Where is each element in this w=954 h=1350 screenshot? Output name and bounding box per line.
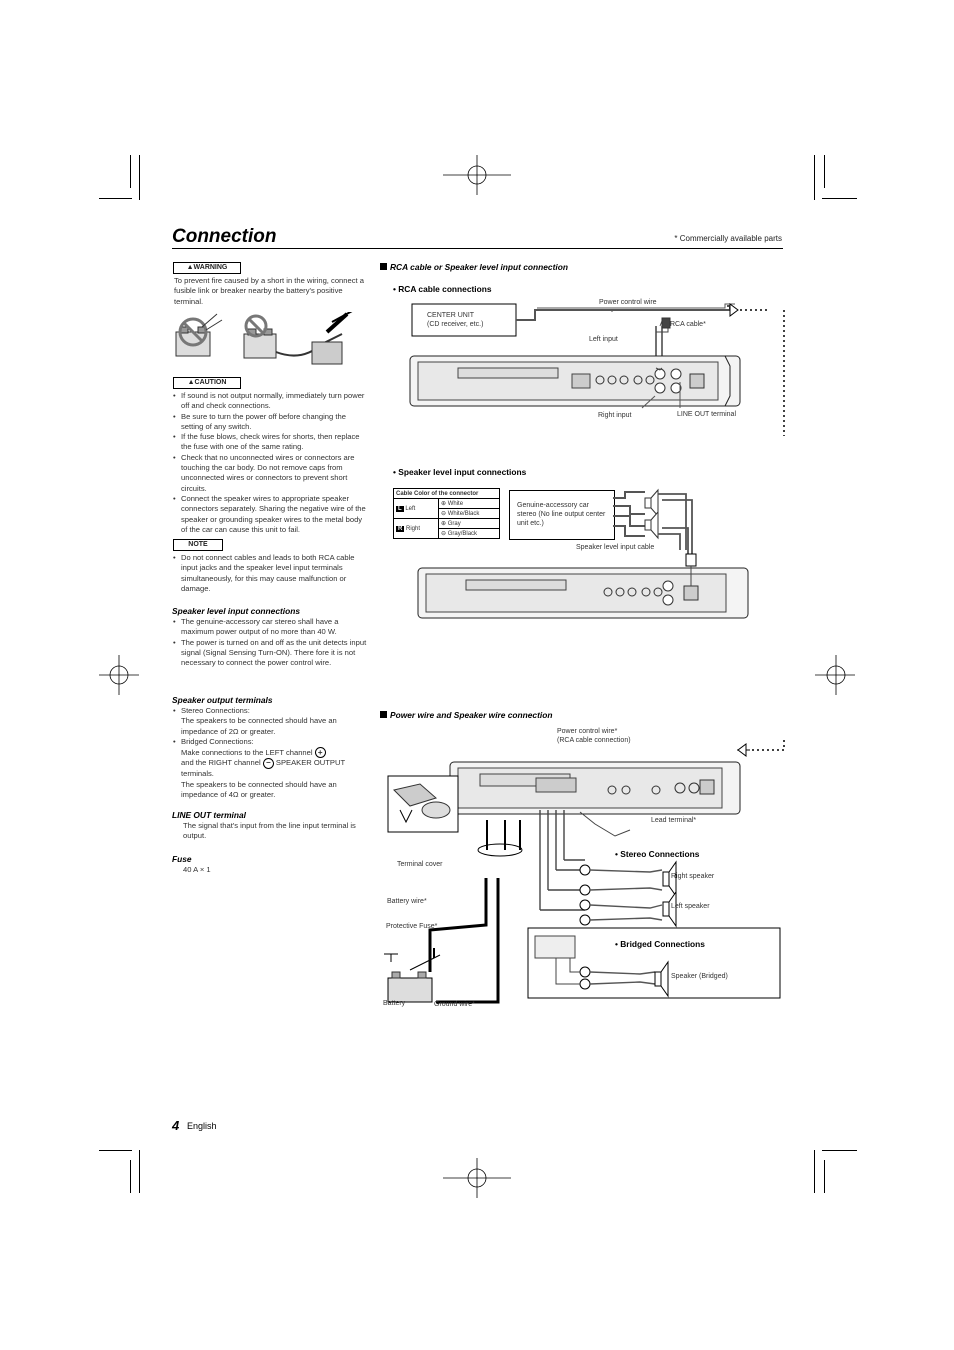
speaker-output-heading: Speaker output terminals xyxy=(172,695,273,705)
left-input-label: Left input xyxy=(589,336,618,343)
fuse-heading: Fuse xyxy=(172,854,192,864)
speaker-level-item: • The power is turned on and off as the unit detects input signal (Signal Sensing Turn-ON). There fore it is not necessary to connect the power control wire. xyxy=(172,638,368,669)
bridged-connections-instructions: Make connections to the LEFT channel + and the RIGHT channel − SPEAKER OUTPUT terminals. xyxy=(181,748,346,779)
speaker-level-cable-label: Speaker level input cable xyxy=(576,544,655,551)
caution-triangle-icon: ▲ xyxy=(187,379,195,386)
caution-list xyxy=(172,391,370,535)
line-out-text: The signal that's input from the line input terminal is output. xyxy=(183,821,356,841)
bridged-connections-title: • Bridged Connections: xyxy=(172,737,368,747)
right-input-label: Right input xyxy=(598,412,632,419)
section-power-heading: Power wire and Speaker wire connection xyxy=(380,710,552,720)
plus-circle-icon: + xyxy=(315,747,326,758)
stereo-connections-text: The speakers to be connected should have an impedance of 2Ω or greater. xyxy=(181,716,337,736)
left-channel-cell: L Left xyxy=(394,499,439,519)
terminal-cover-label: Terminal cover xyxy=(397,861,443,868)
center-unit-label: CENTER UNIT (CD receiver, etc.) xyxy=(427,312,484,328)
rca-connections-heading: • RCA cable connections xyxy=(393,284,492,294)
speaker-level-list xyxy=(172,617,368,668)
page-title: Connection xyxy=(172,226,277,247)
color-gray-black: ⊖ Gray/Black xyxy=(439,529,500,539)
warning-text: To prevent fire caused by a short in the wiring, connect a fusible link or breaker nearby the battery's positive terminal. xyxy=(174,276,364,306)
commercial-note: * Commercially available parts xyxy=(674,234,782,243)
battery-wire-label: Battery wire* xyxy=(387,898,427,905)
battery-label: Battery xyxy=(383,1000,406,1007)
caution-item: • Connect the speaker wires to appropriate speaker connectors separately. Sharing the negative wire of the speaker or grounding speaker wires to the metal body of the car can cause this unit to fail. xyxy=(172,494,370,535)
color-white-black: ⊖ White/Black xyxy=(439,509,500,519)
speaker-bridged-label: Speaker (Bridged) xyxy=(671,973,728,980)
warning-triangle-icon: ▲ xyxy=(186,264,194,271)
caution-item: • Check that no unconnected wires or connectors are touching the car body. Do not remove caps from unconnected wires or connectors to prevent short circuits. xyxy=(172,453,370,494)
color-gray: ⊕ Gray xyxy=(439,519,500,529)
speaker-output-list xyxy=(172,706,368,800)
caution-item: • Be sure to turn the power off before changing the setting of any switch. xyxy=(172,412,370,433)
warning-badge: ▲WARNING xyxy=(173,262,241,274)
protective-fuse-label: Protective Fuse* xyxy=(386,923,438,930)
speaker-level-input-heading: • Speaker level input connections xyxy=(393,467,527,477)
right-speaker-label: Right speaker xyxy=(671,873,715,880)
rca-cable-label: RCA cable* xyxy=(670,321,706,328)
stereo-connections-title: • Stereo Connections: xyxy=(172,706,368,716)
speaker-level-heading: Speaker level input connections xyxy=(172,606,300,616)
line-out-heading: LINE OUT terminal xyxy=(172,810,246,820)
bridged-connections-text: The speakers to be connected should have an impedance of 4Ω or greater. xyxy=(181,779,337,800)
lead-terminal-label: Lead terminal* xyxy=(651,817,697,824)
bridged-connections-heading: • Bridged Connections xyxy=(615,939,705,949)
caution-badge: ▲CAUTION xyxy=(173,377,241,389)
line-out-terminal-label: LINE OUT terminal xyxy=(677,411,736,418)
power-control-wire-2-label: Power control wire* (RCA cable connection) xyxy=(557,728,631,744)
section-rca-heading: RCA cable or Speaker level input connection xyxy=(380,262,568,272)
left-speaker-label: Left speaker xyxy=(671,903,710,910)
right-channel-cell: R Right xyxy=(394,519,439,539)
genuine-accessory-text: Genuine-accessory car stereo (No line output center unit etc.) xyxy=(517,502,606,527)
power-control-wire-label: Power control wire xyxy=(599,299,657,306)
note-list xyxy=(172,553,368,594)
fuse-text: 40 A × 1 xyxy=(183,865,211,874)
note-item: • Do not connect cables and leads to both RCA cable input jacks and the speaker level input terminals simultaneously, for this may cause malfunction or damage. xyxy=(172,553,368,594)
cable-color-header: Cable Color of the connector xyxy=(394,489,500,499)
color-white: ⊕ White xyxy=(439,499,500,509)
caution-item: • If sound is not output normally, immediately turn power off and check connections. xyxy=(172,391,370,412)
page-language: English xyxy=(187,1121,217,1131)
minus-circle-icon: − xyxy=(263,758,274,769)
title-rule xyxy=(172,248,783,249)
page-number: 4 xyxy=(172,1118,180,1133)
ground-wire-label: Ground wire* xyxy=(434,1001,475,1008)
battery-warning-illustration xyxy=(172,312,367,374)
speaker-level-diagram xyxy=(400,486,785,626)
note-badge: NOTE xyxy=(173,539,223,551)
speaker-level-item: • The genuine-accessory car stereo shall have a maximum power output of no more than 40 W. xyxy=(172,617,368,638)
stereo-connections-heading: • Stereo Connections xyxy=(615,849,700,859)
power-wire-diagram xyxy=(380,740,785,1010)
caution-item: • If the fuse blows, check wires for shorts, then replace the fuse with one of the same rating. xyxy=(172,432,370,453)
